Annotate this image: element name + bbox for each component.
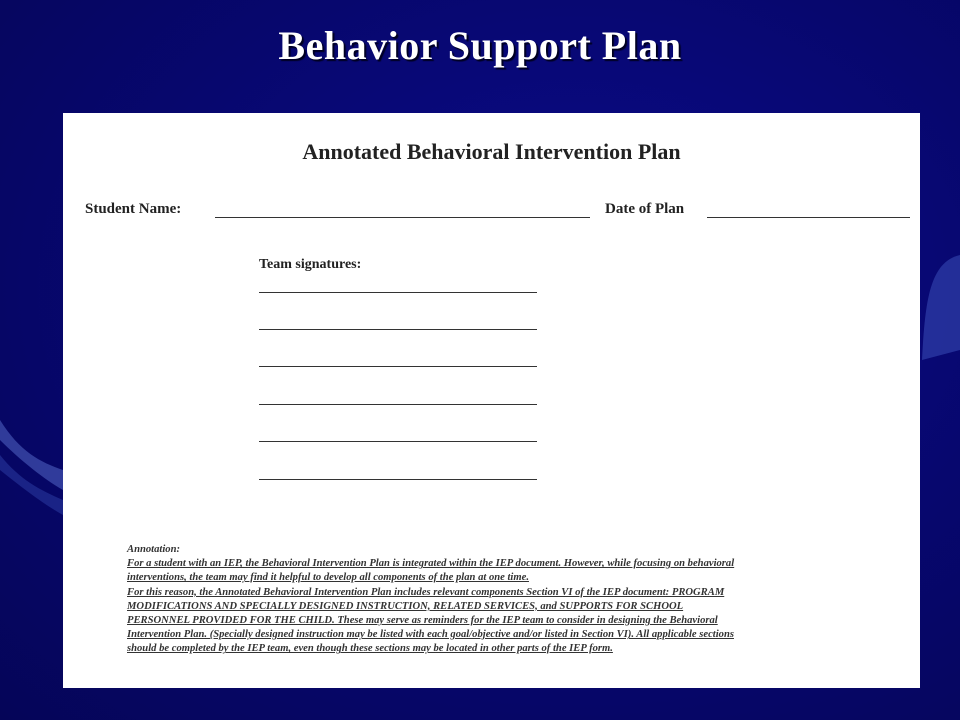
signature-line bbox=[259, 329, 537, 330]
annotation-line: For a student with an IEP, the Behavioral Intervention Plan is integrated within the IEP document. However, while focusing on behavioral bbox=[127, 558, 735, 570]
annotation-line: interventions, the team may find it helpful to develop all components of the plan at one time. bbox=[127, 572, 529, 584]
annotation-line: should be completed by the IEP team, even though these sections may be located in other parts of the IEP form. bbox=[127, 643, 613, 655]
signature-line bbox=[259, 479, 537, 480]
annotation-line: PERSONNEL PROVIDED FOR THE CHILD. These may serve as reminders for the IEP team to consider in designing the Behavioral bbox=[127, 615, 718, 627]
student-name-line bbox=[215, 217, 590, 218]
date-of-plan-line bbox=[707, 217, 910, 218]
signature-line bbox=[259, 292, 537, 293]
student-name-label: Student Name: bbox=[85, 201, 182, 217]
slide-title: Behavior Support Plan bbox=[278, 23, 682, 68]
annotation-line: Intervention Plan. (Specially designed instruction may be listed with each goal/objective and/or listed in Section VI). All applicable sections bbox=[127, 629, 734, 641]
document-title: Annotated Behavioral Intervention Plan bbox=[302, 139, 681, 164]
annotation-line: MODIFICATIONS AND SPECIALLY DESIGNED INSTRUCTION, RELATED SERVICES, and SUPPORTS FOR SCHOOL bbox=[127, 600, 684, 612]
team-signatures-label: Team signatures: bbox=[259, 257, 362, 272]
document-page bbox=[63, 113, 920, 688]
signature-line bbox=[259, 366, 537, 367]
signature-line bbox=[259, 441, 537, 442]
annotation-heading: Annotation: bbox=[127, 544, 180, 555]
annotation-block bbox=[127, 543, 909, 657]
annotation-line: For this reason, the Annotated Behavioral Intervention Plan includes relevant components Section VI of the IEP document: PROGRAM bbox=[127, 586, 725, 598]
date-of-plan-label: Date of Plan bbox=[605, 201, 685, 217]
signature-line bbox=[259, 404, 537, 405]
